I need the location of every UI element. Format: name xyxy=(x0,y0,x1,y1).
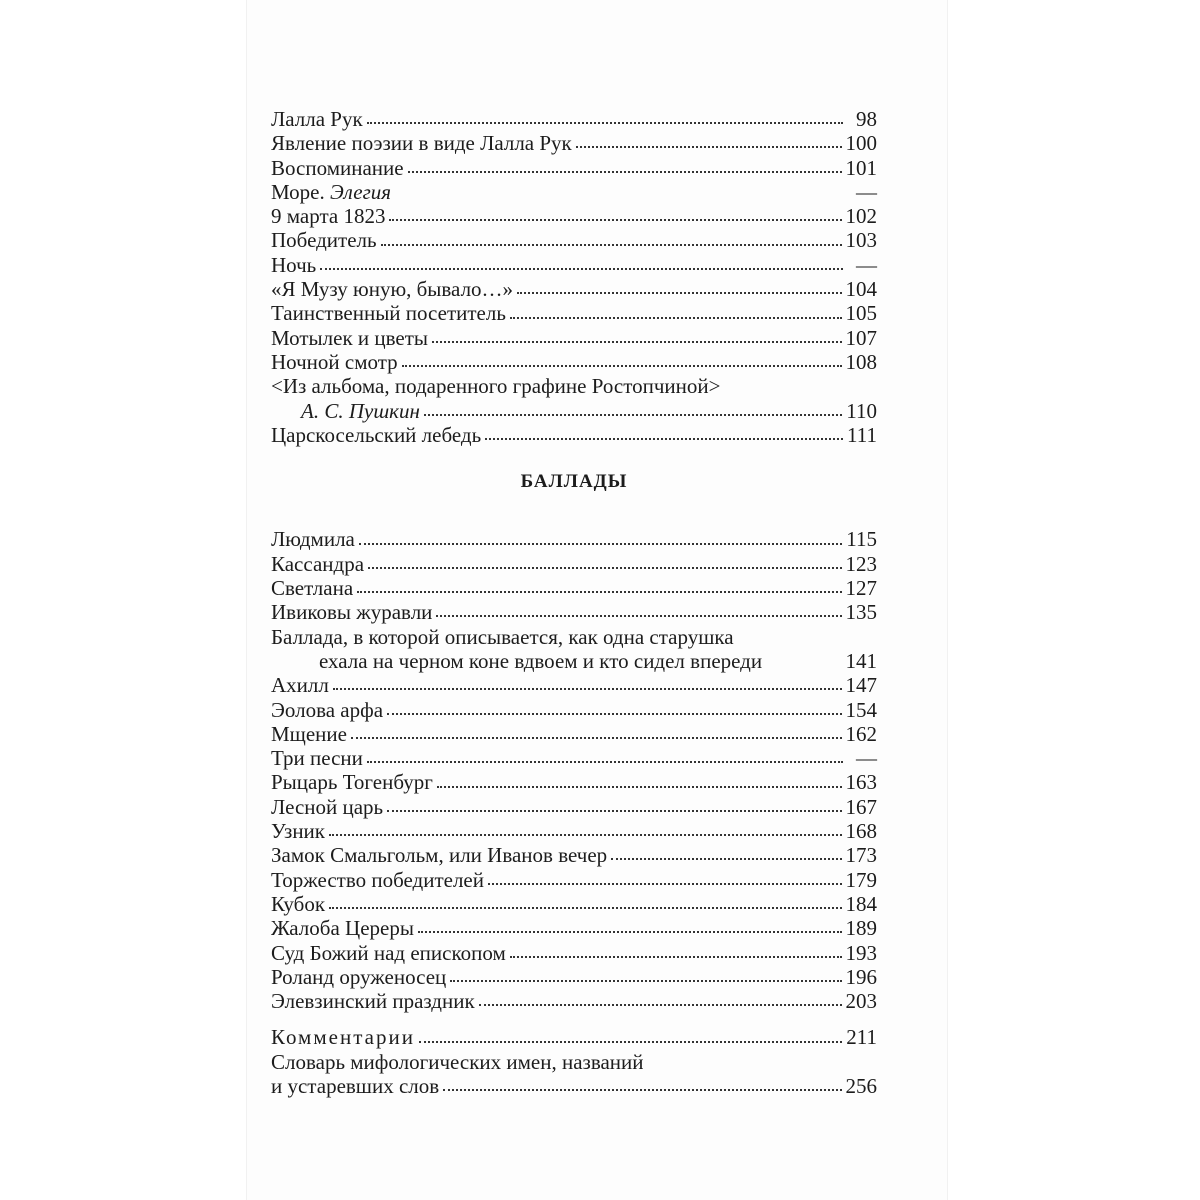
toc-entry xyxy=(271,698,877,722)
leader-dots xyxy=(402,365,842,367)
toc-page-number: 111 xyxy=(847,422,877,447)
toc-list-ballads-2 xyxy=(271,673,877,1013)
toc-page-number: 108 xyxy=(845,349,877,374)
toc-page-number: 184 xyxy=(845,891,877,916)
toc-page-number: 211 xyxy=(846,1025,877,1050)
toc-page-number: 135 xyxy=(845,600,877,625)
toc-entry-title xyxy=(271,156,404,180)
toc-entry-title xyxy=(271,965,446,989)
toc-entry-title xyxy=(271,868,484,892)
toc-entry-title-text: Воспоминание xyxy=(271,155,404,180)
toc-entry-title xyxy=(271,892,325,916)
toc-page-number: 102 xyxy=(845,204,877,229)
toc-entry xyxy=(271,423,877,447)
toc-entry-title-text: Замок Смальгольм, или Иванов вечер xyxy=(271,843,608,868)
toc-entry xyxy=(271,746,877,770)
toc-entry xyxy=(271,673,877,697)
toc-entry-title xyxy=(271,253,316,277)
toc-entry-commentary xyxy=(271,1025,877,1049)
toc-entry-title-text: «Я Музу юную, бывало…» xyxy=(271,277,514,302)
toc-list-ballads xyxy=(271,527,877,624)
leader-dots xyxy=(432,341,841,343)
toc-entry-title-text: Кубок xyxy=(271,891,326,916)
toc-entry-title xyxy=(271,107,363,131)
toc-entry xyxy=(271,916,877,940)
toc-page-number: 107 xyxy=(845,325,877,350)
toc-entry-title xyxy=(271,326,428,350)
toc-entry-title-text: Ночной смотр xyxy=(271,349,398,374)
toc-entry-title-text: Роланд оруженосец xyxy=(271,964,447,989)
toc-entry xyxy=(271,350,877,374)
toc-entry-title xyxy=(271,180,391,204)
leader-dots xyxy=(479,1004,842,1006)
toc-entry xyxy=(271,107,877,131)
toc-entry-title-text: Мщение xyxy=(271,721,347,746)
toc-entry-title-text: Таинственный посетитель xyxy=(271,301,506,326)
toc-entry-title xyxy=(271,527,355,551)
toc-entry-title-text: Три песни xyxy=(271,746,363,771)
toc-entry-title-text: Светлана xyxy=(271,576,354,601)
toc-page-number: 193 xyxy=(845,940,877,965)
toc-page-number: 256 xyxy=(845,1073,877,1098)
leader-dots xyxy=(488,883,842,885)
toc-page-number: — xyxy=(856,746,877,771)
toc-entry xyxy=(271,941,877,965)
toc-entry-title-text: 9 марта 1823 xyxy=(271,204,386,229)
leader-dots xyxy=(443,1089,841,1091)
toc-page-number: 105 xyxy=(845,301,877,326)
toc-entry-title-text: Людмила xyxy=(271,527,355,552)
toc-entry-title xyxy=(271,941,506,965)
toc-entry xyxy=(271,965,877,989)
toc-entry-title: Баллада, в которой описывается, как одна старушка xyxy=(271,624,734,649)
toc-entry-title-text: Ночь xyxy=(271,252,317,277)
toc-entry xyxy=(271,600,877,624)
toc-entry-title-text: Ахилл xyxy=(271,673,329,698)
leader-dots xyxy=(320,268,843,270)
toc-entry-title xyxy=(271,770,433,794)
leader-dots xyxy=(367,122,843,124)
toc-entry-title xyxy=(271,989,475,1013)
toc-page-number: 110 xyxy=(846,398,877,423)
toc-page-number: 98 xyxy=(856,107,877,131)
toc-entry-title xyxy=(271,204,385,228)
leader-dots xyxy=(424,414,842,416)
toc-list-top xyxy=(271,107,877,374)
toc-entry-title xyxy=(271,576,353,600)
toc-entry xyxy=(271,277,877,301)
leader-dots xyxy=(576,146,842,148)
toc-page-number: 100 xyxy=(845,131,877,156)
toc-page-number: 104 xyxy=(845,277,877,302)
toc-entry-title: Комментарии xyxy=(271,1025,415,1050)
toc-page-number: 167 xyxy=(845,794,877,819)
toc-entry-title xyxy=(271,228,377,252)
leader-dots xyxy=(381,244,842,246)
leader-dots xyxy=(510,956,842,958)
toc-page-number: 127 xyxy=(845,576,877,601)
leader-dots xyxy=(357,591,841,593)
toc-entry-title: ехала на черном коне вдвоем и кто сидел впереди xyxy=(319,648,763,673)
toc-entry xyxy=(271,527,877,551)
toc-entry-title xyxy=(271,600,432,624)
toc-entry-title xyxy=(271,552,364,576)
toc-list-top-end xyxy=(271,423,877,447)
toc-page-number: 103 xyxy=(845,228,877,253)
toc-entry-title-text: Победитель xyxy=(271,228,377,253)
toc-entry-album-line1 xyxy=(271,374,877,398)
toc-page-number: 173 xyxy=(845,843,877,868)
toc-entry xyxy=(271,180,877,204)
leader-dots xyxy=(517,292,841,294)
toc-entry xyxy=(271,989,877,1013)
toc-entry-title xyxy=(271,746,363,770)
leader-dots xyxy=(419,1041,842,1043)
toc-entry-title: и устаревших слов xyxy=(271,1073,440,1098)
leader-dots xyxy=(367,761,843,763)
toc-entry-dictionary-line2 xyxy=(271,1074,877,1098)
toc-page-number: 163 xyxy=(845,770,877,795)
leader-dots xyxy=(389,219,841,221)
leader-dots xyxy=(450,980,841,982)
toc-entry-title xyxy=(271,916,414,940)
toc-page-number: 123 xyxy=(845,551,877,576)
leader-dots xyxy=(333,688,842,690)
toc-entry xyxy=(271,843,877,867)
toc-entry xyxy=(271,228,877,252)
leader-dots xyxy=(611,858,841,860)
toc-entry xyxy=(271,301,877,325)
toc-entry xyxy=(271,722,877,746)
leader-dots xyxy=(329,907,841,909)
toc-page-number: 147 xyxy=(845,673,877,698)
leader-dots xyxy=(368,567,841,569)
toc-entry-title-text: Море. xyxy=(271,179,325,204)
toc-page-number: 196 xyxy=(845,964,877,989)
toc-entry-album-line2 xyxy=(271,399,877,423)
toc-page-number: 141 xyxy=(845,648,877,673)
toc-entry-title: <Из альбома, подаренного графине Ростопчиной> xyxy=(271,374,721,399)
toc-entry xyxy=(271,156,877,180)
toc-entry-title xyxy=(271,843,607,867)
toc-entry-title-text: Лалла Рук xyxy=(271,107,363,131)
toc-entry-title xyxy=(271,350,398,374)
toc-entry-old-woman-line2 xyxy=(271,649,877,673)
toc-entry-title-text: Эолова арфа xyxy=(271,697,384,722)
toc-page-number: 154 xyxy=(845,697,877,722)
leader-dots xyxy=(359,543,842,545)
toc-entry-title: А. С. Пушкин xyxy=(301,398,420,423)
toc-entry xyxy=(271,326,877,350)
toc-entry-title-text: Рыцарь Тогенбург xyxy=(271,770,433,795)
toc-entry-title-text: Элевзинский праздник xyxy=(271,989,475,1014)
toc-entry xyxy=(271,819,877,843)
toc-page-number: — xyxy=(856,179,877,204)
toc-entry xyxy=(271,770,877,794)
toc-page-number: 179 xyxy=(845,867,877,892)
leader-dots xyxy=(510,317,842,319)
toc-page-number: 162 xyxy=(845,721,877,746)
toc-entry-subtitle: Элегия xyxy=(329,179,392,204)
toc-entry-title-text: Торжество победителей xyxy=(271,867,484,892)
toc-page-number: 168 xyxy=(845,819,877,844)
toc-entry-title xyxy=(271,423,481,447)
toc-entry xyxy=(271,795,877,819)
leader-dots xyxy=(387,810,841,812)
toc-page-number: 189 xyxy=(845,916,877,941)
toc-entry-old-woman-line1 xyxy=(271,625,877,649)
toc-entry-title xyxy=(271,301,506,325)
toc-entry xyxy=(271,131,877,155)
toc-entry-title-text: Явление поэзии в виде Лалла Рук xyxy=(271,131,572,156)
leader-dots xyxy=(485,438,843,440)
toc-entry xyxy=(271,868,877,892)
toc-entry xyxy=(271,576,877,600)
toc-entry-title xyxy=(271,698,383,722)
toc-entry-title-text: Царскосельский лебедь xyxy=(271,422,482,447)
toc-entry-title xyxy=(271,277,513,301)
toc-page-number: 203 xyxy=(845,989,877,1014)
toc-entry-title-text: Ивиковы журавли xyxy=(271,600,433,625)
leader-dots xyxy=(408,171,842,173)
toc-entry-title-text: Лесной царь xyxy=(271,794,384,819)
leader-dots xyxy=(436,615,841,617)
leader-dots xyxy=(329,834,842,836)
toc-entry xyxy=(271,892,877,916)
toc-entry-title xyxy=(271,673,329,697)
toc-entry-title-text: Мотылек и цветы xyxy=(271,325,429,350)
toc-entry-title: Словарь мифологических имен, названий xyxy=(271,1049,644,1074)
toc-entry-title-text: Кассандра xyxy=(271,551,365,576)
toc-entry xyxy=(271,253,877,277)
toc-entry-dictionary-line1 xyxy=(271,1050,877,1074)
leader-dots xyxy=(387,713,841,715)
toc-entry xyxy=(271,552,877,576)
leader-dots xyxy=(351,737,842,739)
toc-entry-title-text: Узник xyxy=(271,819,325,844)
toc-entry-title xyxy=(271,795,383,819)
spacer xyxy=(271,1013,877,1025)
leader-dots xyxy=(418,931,842,933)
toc-page-number: — xyxy=(856,252,877,277)
toc-entry xyxy=(271,204,877,228)
toc-entry-title-text: Суд Божий над епископом xyxy=(271,940,506,965)
toc-entry-title xyxy=(271,819,325,843)
leader-dots xyxy=(437,786,842,788)
toc-page-number: 101 xyxy=(845,155,877,180)
table-of-contents xyxy=(271,107,877,1098)
toc-page-number: 115 xyxy=(846,527,877,552)
toc-entry-title xyxy=(271,722,347,746)
toc-entry-title-text: Жалоба Цереры xyxy=(271,916,414,941)
section-heading: БАЛЛАДЫ xyxy=(520,471,628,493)
toc-entry-title xyxy=(271,131,572,155)
